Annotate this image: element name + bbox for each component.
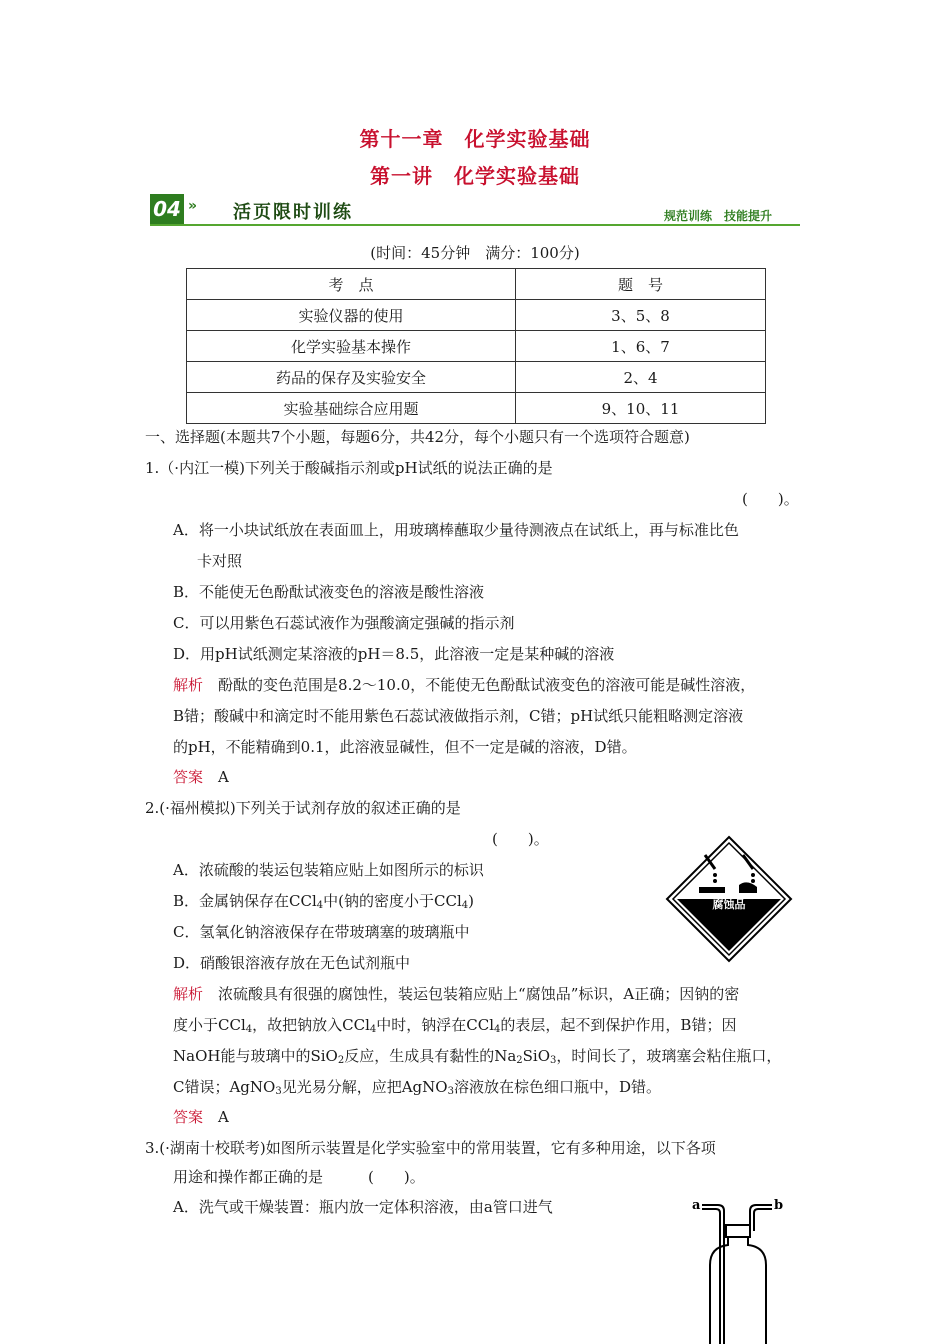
table-cell: 1、6、7 [516, 331, 766, 362]
section-heading: 一、选择题(本题共7个小题，每题6分，共42分，每个小题只有一个选项符合题意) [145, 428, 690, 446]
q2-option-a: A．浓硫酸的装运包装箱应贴上如图所示的标识 [173, 861, 484, 879]
table-row [187, 393, 766, 424]
analysis-label: 解析 [173, 676, 204, 694]
q1-blank: ( )。 [742, 490, 799, 508]
q1-option-d: D．用pH试纸测定某溶液的pH＝8.5，此溶液一定是某种碱的溶液 [173, 645, 615, 663]
q2-option-b [173, 890, 474, 911]
q1-answer [173, 766, 229, 787]
gas-washing-bottle-icon [690, 1195, 800, 1344]
answer-value: A [218, 768, 229, 786]
analysis-text: ，故把钠放入CCl [252, 1016, 370, 1034]
subscript: 4 [245, 1024, 253, 1035]
subscript: 2 [516, 1055, 523, 1066]
analysis-text: 酚酞的变色范围是8.2～10.0，不能使无色酚酞试液变色的溶液可能是碱性溶液， [218, 676, 756, 694]
q2-option-c: C．氢氧化钠溶液保存在带玻璃塞的玻璃瓶中 [173, 923, 470, 941]
table-header: 题 号 [516, 269, 766, 300]
time-info: (时间：45分钟 满分：100分) [370, 244, 580, 262]
subscript: 4 [461, 900, 469, 911]
analysis-text: 溶液放在棕色细口瓶中，D错。 [453, 1078, 661, 1096]
analysis-text: 反应，生成具有黏性的Na [344, 1047, 517, 1065]
q1-stem: 1.（·内江一模)下列关于酸碱指示剂或pH试纸的说法正确的是 [145, 459, 553, 477]
corrosive-sign-icon [665, 835, 793, 963]
analysis-text: 度小于CCl [173, 1016, 246, 1034]
tube-label-a: a [692, 1198, 701, 1213]
subscript: 3 [550, 1055, 557, 1066]
q2-analysis-line2 [173, 1014, 736, 1035]
table-row [187, 331, 766, 362]
subscript: 4 [494, 1024, 501, 1035]
table-cell: 实验仪器的使用 [187, 300, 516, 331]
table-header-row [187, 269, 766, 300]
analysis-text: SiO [522, 1047, 551, 1065]
q2-blank: ( )。 [492, 830, 549, 848]
analysis-text: 见光易分解，应把AgNO [281, 1078, 448, 1096]
answer-label: 答案 [173, 768, 204, 786]
lecture-title: 第一讲 化学实验基础 [370, 164, 580, 188]
table-cell: 实验基础综合应用题 [187, 393, 516, 424]
q1-option-a: A．将一小块试纸放在表面皿上，用玻璃棒蘸取少量待测液点在试纸上，再与标准比色 [173, 521, 739, 539]
q1-option-c: C．可以用紫色石蕊试液作为强酸滴定强碱的指示剂 [173, 614, 515, 632]
q2-analysis-line4 [173, 1076, 661, 1097]
q3-stem-cont: 用途和操作都正确的是 ( )。 [173, 1168, 425, 1186]
banner-slogan: 规范训练 技能提升 [664, 209, 773, 223]
table-row [187, 362, 766, 393]
q2-answer [173, 1106, 229, 1127]
table-cell: 药品的保存及实验安全 [187, 362, 516, 393]
section-badge: 04 [150, 194, 184, 224]
chapter-title: 第十一章 化学实验基础 [359, 127, 591, 151]
q1-analysis-line3: 的pH，不能精确到0.1，此溶液显碱性，但不一定是碱的溶液，D错。 [173, 738, 637, 756]
q3-stem: 3.(·湖南十校联考)如图所示装置是化学实验室中的常用装置，它有多种用途，以下各项 [145, 1139, 716, 1157]
analysis-text: 浓硫酸具有很强的腐蚀性，装运包装箱应贴上“腐蚀品”标识，A正确；因钠的密 [218, 985, 740, 1003]
analysis-text: 中时，钠浮在CCl [376, 1016, 495, 1034]
analysis-text: NaOH能与玻璃中的SiO [173, 1047, 338, 1065]
q2-b-text: B．金属钠保存在CCl [173, 892, 317, 910]
q3-option-a: A．洗气或干燥装置：瓶内放一定体积溶液，由a管口进气 [173, 1198, 553, 1216]
subscript: 3 [447, 1086, 454, 1097]
subscript: 2 [337, 1055, 345, 1066]
q2-b-text: ) [468, 892, 474, 910]
subscript: 4 [369, 1024, 377, 1035]
q1-analysis-line2: B错；酸碱中和滴定时不能用紫色石蕊试液做指示剂，C错；pH试纸只能粗略测定溶液 [173, 707, 744, 725]
sign-label: 腐蚀品 [712, 898, 746, 911]
q2-stem: 2.(·福州模拟)下列关于试剂存放的叙述正确的是 [145, 799, 461, 817]
analysis-label: 解析 [173, 985, 204, 1003]
table-cell: 化学实验基本操作 [187, 331, 516, 362]
banner-title: 活页限时训练 [233, 202, 353, 223]
table-row [187, 300, 766, 331]
subscript: 4 [316, 900, 324, 911]
table-cell: 2、4 [516, 362, 766, 393]
analysis-text: ，时间长了，玻璃塞会粘住瓶口， [556, 1047, 782, 1065]
subscript: 3 [275, 1086, 282, 1097]
analysis-text: C错误；AgNO [173, 1078, 276, 1096]
q1-analysis [173, 674, 755, 695]
table-header: 考 点 [187, 269, 516, 300]
tube-label-b: b [774, 1198, 784, 1213]
chevron-icon: » [188, 198, 198, 214]
q2-analysis-line3 [173, 1045, 781, 1066]
q2-option-d: D．硝酸银溶液存放在无色试剂瓶中 [173, 954, 411, 972]
q2-b-text: 中(钠的密度小于CCl [323, 892, 462, 910]
table-cell: 3、5、8 [516, 300, 766, 331]
answer-label: 答案 [173, 1108, 204, 1126]
answer-value: A [218, 1108, 229, 1126]
topic-table [186, 268, 766, 424]
q1-option-b: B．不能使无色酚酞试液变色的溶液是酸性溶液 [173, 583, 485, 601]
analysis-text: 的表层，起不到保护作用，B错；因 [500, 1016, 737, 1034]
table-cell: 9、10、11 [516, 393, 766, 424]
q2-analysis [173, 983, 739, 1004]
q1-option-a-cont: 卡对照 [197, 552, 243, 570]
banner-divider [150, 224, 800, 226]
